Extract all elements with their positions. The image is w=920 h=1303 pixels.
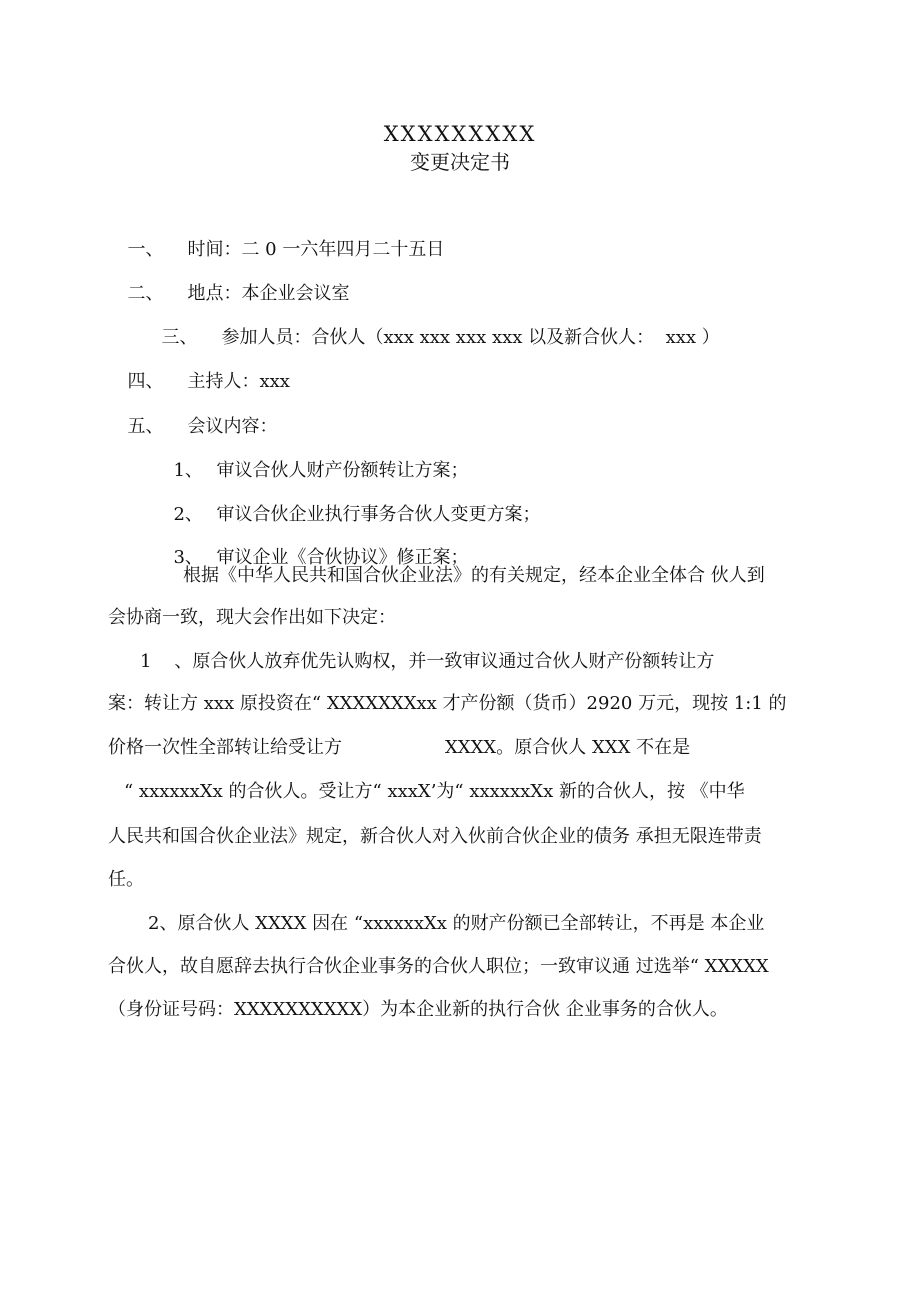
- agenda-number: 3、: [173, 547, 203, 568]
- item-number: 二、: [127, 283, 164, 304]
- basis-line-2: 会协商一致，现大会作出如下决定：: [108, 607, 396, 628]
- item-host: [116, 346, 290, 394]
- decision2-line-3: （身份证号码：XXXXXXXXXX）为本企业新的执行合伙 企业事务的合伙人。: [108, 999, 728, 1020]
- agenda-text: 审议合伙企业执行事务合伙人变更方案；: [216, 504, 541, 525]
- decision1-line-5: 人民共和国合伙企业法》规定，新合伙人对入伙前合伙企业的债务 承担无限连带责: [108, 826, 762, 847]
- item-number: 三、: [161, 327, 198, 348]
- document-subtitle: 变更决定书: [410, 150, 510, 174]
- item-text: 会议内容：: [187, 416, 278, 437]
- item-text: 参加人员：合伙人（xxx xxx xxx xxx 以及新合伙人： xxx ）: [221, 327, 720, 348]
- agenda-text: 审议合伙人财产份额转让方案；: [216, 460, 469, 481]
- basis-line-1: 根据《中华人民共和国合伙企业法》的有关规定，经本企业全体合 伙人到: [183, 565, 765, 586]
- agenda-item: [162, 479, 540, 527]
- decision1-line-3: 价格一次性全部转让给受让方 XXXX。原合伙人 XXX 不在是: [108, 737, 691, 758]
- item-text: 时间：二 0 一六年四月二十五日: [187, 239, 445, 260]
- item-time: [116, 214, 444, 262]
- decision1-line-6: 任。: [108, 869, 144, 890]
- decision2-line-2: 合伙人，故自愿辞去执行合伙企业事务的合伙人职位；一致审议通 过选举“ XXXXX: [108, 956, 769, 977]
- agenda-number: 2、: [173, 504, 203, 525]
- agenda-item: [162, 435, 468, 483]
- item-number: 五、: [127, 416, 164, 437]
- item-number: 一、: [127, 239, 164, 260]
- agenda-number: 1、: [173, 460, 203, 481]
- decision1-line-1: 1 、原合伙人放弃优先认购权，并一致审议通过合伙人财产份额转让方: [140, 651, 715, 672]
- decision1-line-2: 案：转让方 xxx 原投资在“ XXXXXXXxx 才产份额（货币）2920 万元，现按 1:1 的: [108, 693, 787, 714]
- decision1-line-4: “ xxxxxxXx 的合伙人。受让方“ xxxX’为“ xxxxxxXx 新的合伙人，按 《中华: [124, 781, 745, 802]
- item-attendees: [150, 302, 720, 350]
- item-location: [116, 258, 349, 306]
- item-content: [116, 391, 277, 439]
- item-text: 主持人：xxx: [187, 371, 290, 392]
- document-title: XXXXXXXXX: [383, 122, 537, 146]
- agenda-item: [162, 522, 468, 570]
- item-text: 地点：本企业会议室: [187, 283, 350, 304]
- agenda-text: 审议企业《合伙协议》修正案；: [216, 547, 469, 568]
- item-number: 四、: [127, 371, 164, 392]
- decision2-line-1: 2、原合伙人 XXXX 因在 “xxxxxxXx 的财产份额已全部转让，不再是 本企业: [148, 913, 765, 934]
